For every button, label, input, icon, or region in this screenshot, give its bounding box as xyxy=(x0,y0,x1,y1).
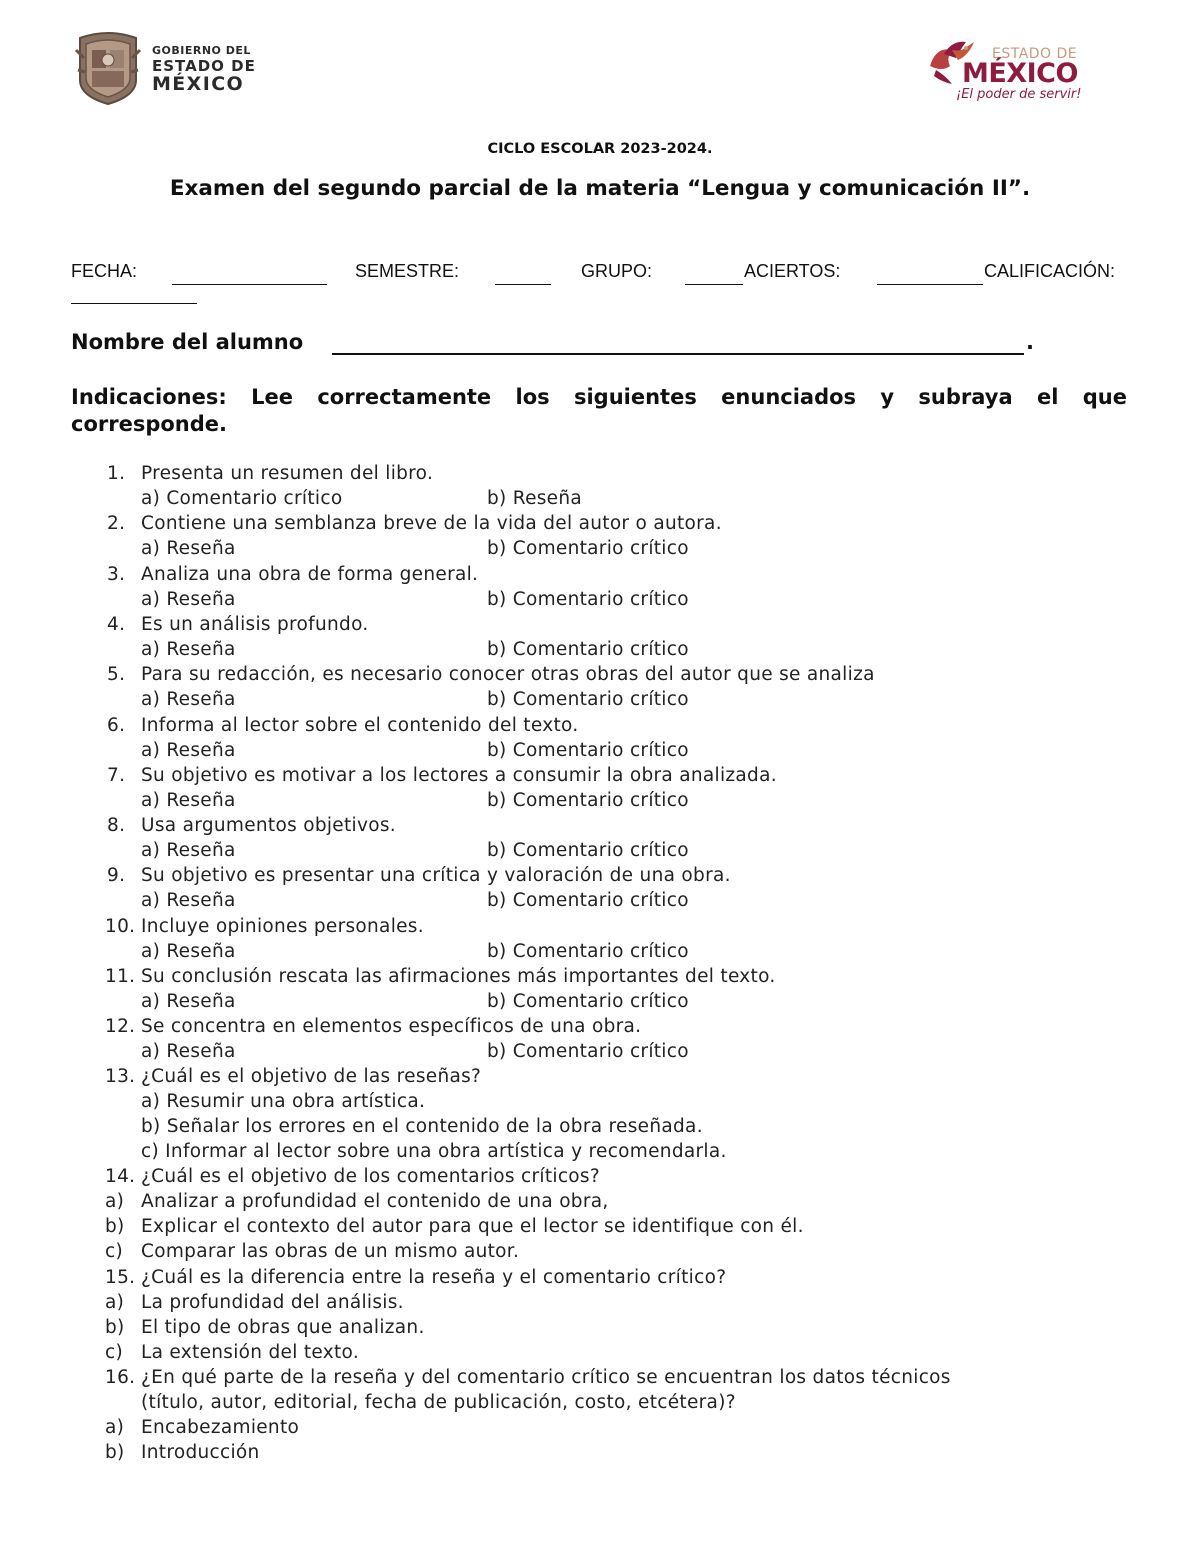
question-option-a[interactable]: a) Reseña xyxy=(141,941,236,962)
q14-option-c[interactable]: Comparar las obras de un mismo autor. xyxy=(141,1241,520,1262)
question-text: Su objetivo es motivar a los lectores a consumir la obra analizada. xyxy=(141,765,777,786)
question-text: Analiza una obra de forma general. xyxy=(141,564,479,585)
question-text: Incluye opiniones personales. xyxy=(141,916,424,937)
q16-text-line2: (título, autor, editorial, fecha de publicación, costo, etcétera)? xyxy=(141,1392,736,1413)
question-text: Informa al lector sobre el contenido del texto. xyxy=(141,715,579,736)
question-option-a[interactable]: a) Reseña xyxy=(141,840,236,861)
q16-option-b[interactable]: Introducción xyxy=(141,1442,260,1463)
question-option-a[interactable]: a) Reseña xyxy=(141,689,236,710)
question-text: Para su redacción, es necesario conocer otras obras del autor que se analiza xyxy=(141,664,875,685)
semestre-label: SEMESTRE: xyxy=(355,261,460,281)
semestre-line[interactable] xyxy=(495,284,551,285)
question-number: 3. xyxy=(107,564,126,585)
q13-option-a[interactable]: a) Resumir una obra artística. xyxy=(141,1091,426,1112)
question-number: 5. xyxy=(107,664,126,685)
question-text: Es un análisis profundo. xyxy=(141,614,369,635)
question-text: Su objetivo es presentar una crítica y valoración de una obra. xyxy=(141,865,731,886)
estado-logo-line2: MÉXICO xyxy=(962,58,1078,89)
question-option-a[interactable]: a) Reseña xyxy=(141,790,236,811)
question-text: Su conclusión rescata las afirmaciones más importantes del texto. xyxy=(141,966,776,987)
question-option-b[interactable]: b) Comentario crítico xyxy=(487,840,689,861)
question-option-b[interactable]: b) Comentario crítico xyxy=(487,689,689,710)
question-number: 6. xyxy=(107,715,126,736)
aciertos-line[interactable] xyxy=(877,284,983,285)
ciclo-escolar: CICLO ESCOLAR 2023-2024. xyxy=(487,141,713,157)
exam-title: Examen del segundo parcial de la materia “Lengua y comunicación II”. xyxy=(169,176,1031,201)
question-number: 12. xyxy=(105,1016,136,1037)
question-text: Contiene una semblanza breve de la vida del autor o autora. xyxy=(141,513,722,534)
question-option-b[interactable]: b) Comentario crítico xyxy=(487,991,689,1012)
calificacion-line[interactable] xyxy=(71,303,197,304)
question-text: Presenta un resumen del libro. xyxy=(141,463,434,484)
nombre-label: Nombre del alumno xyxy=(71,330,304,354)
question-option-a[interactable]: a) Comentario crítico xyxy=(141,488,343,509)
question-option-b[interactable]: b) Comentario crítico xyxy=(487,538,689,559)
q14-option-b-letter: b) xyxy=(105,1216,125,1237)
q15-option-c[interactable]: La extensión del texto. xyxy=(141,1342,360,1363)
q13-option-b[interactable]: b) Señalar los errores en el contenido de la obra reseñada. xyxy=(141,1116,703,1137)
q16-option-a[interactable]: Encabezamiento xyxy=(141,1417,300,1438)
question-option-b[interactable]: b) Comentario crítico xyxy=(487,890,689,911)
q16-option-a-letter: a) xyxy=(105,1417,125,1438)
q15-option-b[interactable]: El tipo de obras que analizan. xyxy=(141,1317,425,1338)
q15-option-a-letter: a) xyxy=(105,1292,125,1313)
question-number: 8. xyxy=(107,815,126,836)
q14-option-c-letter: c) xyxy=(105,1241,123,1262)
question-number: 2. xyxy=(107,513,126,534)
gov-logo-line3: MÉXICO xyxy=(152,73,245,95)
grupo-line[interactable] xyxy=(685,284,743,285)
question-option-a[interactable]: a) Reseña xyxy=(141,589,236,610)
question-option-a[interactable]: a) Reseña xyxy=(141,991,236,1012)
q15-text: ¿Cuál es la diferencia entre la reseña y el comentario crítico? xyxy=(141,1267,727,1288)
aciertos-label: ACIERTOS: xyxy=(744,261,841,281)
estado-logo-line1: ESTADO DE xyxy=(992,46,1078,62)
question-number: 10. xyxy=(105,916,136,937)
question-number: 4. xyxy=(107,614,126,635)
q16-number: 16. xyxy=(105,1367,136,1388)
fecha-line[interactable] xyxy=(172,284,327,285)
gobierno-logo xyxy=(74,30,264,108)
q15-option-c-letter: c) xyxy=(105,1342,123,1363)
question-number: 9. xyxy=(107,865,126,886)
coat-of-arms-icon xyxy=(74,30,142,106)
question-option-a[interactable]: a) Reseña xyxy=(141,1041,236,1062)
q13-text: ¿Cuál es el objetivo de las reseñas? xyxy=(141,1066,482,1087)
question-option-a[interactable]: a) Reseña xyxy=(141,740,236,761)
question-option-a[interactable]: a) Reseña xyxy=(141,890,236,911)
question-text: Se concentra en elementos específicos de una obra. xyxy=(141,1016,642,1037)
q14-option-a[interactable]: Analizar a profundidad el contenido de una obra, xyxy=(141,1191,609,1212)
question-option-b[interactable]: b) Reseña xyxy=(487,488,583,509)
q13-number: 13. xyxy=(105,1066,136,1087)
fecha-label: FECHA: xyxy=(71,261,138,281)
question-number: 1. xyxy=(107,463,126,484)
question-text: Usa argumentos objetivos. xyxy=(141,815,396,836)
q14-option-b[interactable]: Explicar el contexto del autor para que el lector se identifique con él. xyxy=(141,1216,804,1237)
instructions: Indicaciones: Lee correctamente los siguientes enunciados y subraya el que corresponde. xyxy=(71,385,1127,436)
question-option-a[interactable]: a) Reseña xyxy=(141,639,236,660)
q16-option-b-letter: b) xyxy=(105,1442,125,1463)
question-option-a[interactable]: a) Reseña xyxy=(141,538,236,559)
calificacion-label: CALIFICACIÓN: xyxy=(984,261,1116,281)
question-option-b[interactable]: b) Comentario crítico xyxy=(487,790,689,811)
nombre-line[interactable] xyxy=(332,353,1024,355)
estado-logo-tagline: ¡El poder de servir! xyxy=(956,87,1082,102)
q14-number: 14. xyxy=(105,1166,136,1187)
question-option-b[interactable]: b) Comentario crítico xyxy=(487,740,689,761)
question-number: 11. xyxy=(105,966,136,987)
question-option-b[interactable]: b) Comentario crítico xyxy=(487,941,689,962)
gov-logo-line2: ESTADO DE xyxy=(152,57,256,75)
question-option-b[interactable]: b) Comentario crítico xyxy=(487,1041,689,1062)
estado-logo xyxy=(922,36,1112,108)
q16-text-line1: ¿En qué parte de la reseña y del comentario crítico se encuentran los datos técnicos xyxy=(141,1367,951,1388)
q15-option-b-letter: b) xyxy=(105,1317,125,1338)
question-option-b[interactable]: b) Comentario crítico xyxy=(487,589,689,610)
q13-option-c[interactable]: c) Informar al lector sobre una obra artística y recomendarla. xyxy=(141,1141,727,1162)
question-option-b[interactable]: b) Comentario crítico xyxy=(487,639,689,660)
q14-text: ¿Cuál es el objetivo de los comentarios críticos? xyxy=(141,1166,600,1187)
q14-option-a-letter: a) xyxy=(105,1191,125,1212)
grupo-label: GRUPO: xyxy=(581,261,653,281)
q15-option-a[interactable]: La profundidad del análisis. xyxy=(141,1292,404,1313)
nombre-end: . xyxy=(1026,330,1034,354)
q15-number: 15. xyxy=(105,1267,136,1288)
gov-logo-line1: GOBIERNO DEL xyxy=(152,44,251,57)
question-number: 7. xyxy=(107,765,126,786)
